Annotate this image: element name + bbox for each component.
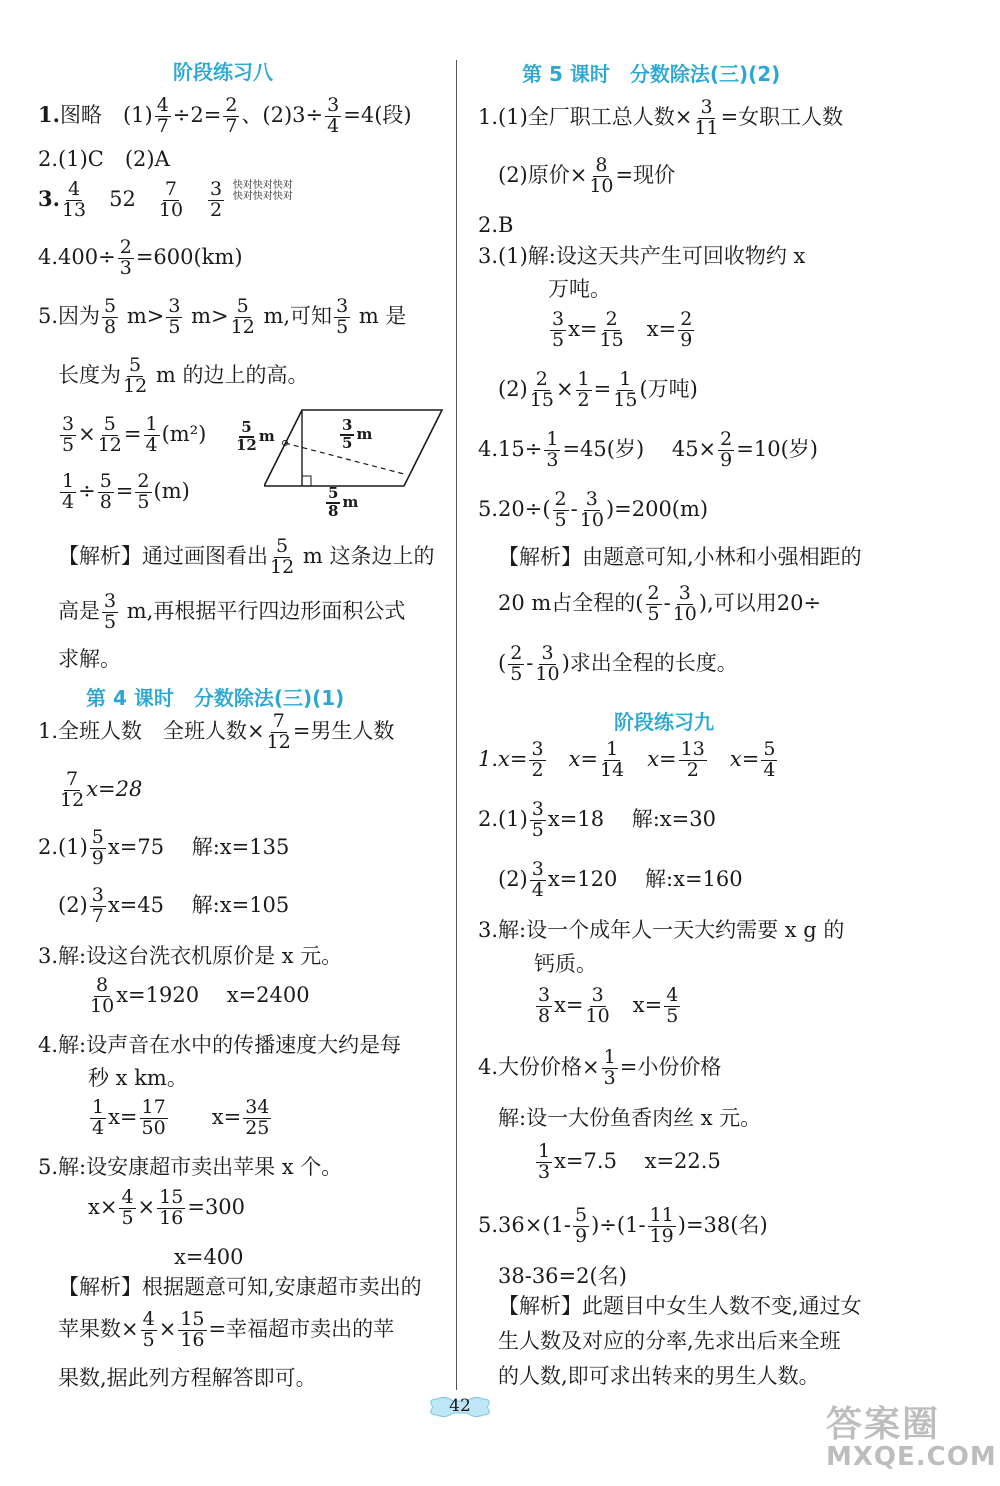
- l4-q2: 2.(1) $\frac{5}{9}$ x=75 解:x=135: [38, 826, 290, 869]
- l4-q5-eq: x× $\frac{4}{5}$ × $\frac{15}{16}$ =300: [88, 1186, 246, 1229]
- s9-q2b: (2) $\frac{3}{4}$ x=120 解:x=160: [498, 858, 743, 901]
- l5-q1b: (2)原价× $\frac{8}{10}$ =现价: [498, 154, 676, 197]
- s8-q5: 5.因为 $\frac{5}{8}$ m> $\frac{3}{5}$ m> $\frac{5}{12}$ m,可知 $\frac{3}{5}$ m 是: [38, 295, 407, 338]
- l4-q2b: (2) $\frac{3}{7}$ x=45 解:x=105: [58, 884, 290, 927]
- fraction: $\frac{3}{4}$: [531, 858, 544, 901]
- l5-q3: 3.(1)解:设这天共产生可回收物约 x: [478, 244, 806, 268]
- l5-analysis-line2: 20 m占全程的( $\frac{2}{5}$ - $\frac{3}{10}$ ),可以用20÷: [498, 582, 822, 625]
- s9-analysis: 【解析】此题目中女生人数不变,通过女: [498, 1294, 862, 1318]
- s8-q4: 4.400÷ $\frac{2}{3}$ =600(km): [38, 236, 243, 279]
- fraction: $\frac{3}{5}$: [552, 308, 565, 351]
- fraction: $\frac{5}{12}$: [97, 413, 122, 456]
- fraction: $\frac{1}{4}$: [92, 1096, 105, 1139]
- fraction: $\frac{2}{9}$: [720, 428, 733, 471]
- fraction: $\frac{2}{3}$: [119, 236, 132, 279]
- figure-label-diagonal: $\frac{3}{5}$ m: [342, 416, 373, 452]
- fraction: $\frac{5}{12}$: [123, 354, 148, 397]
- fraction: $\frac{3}{10}$: [672, 582, 697, 625]
- l4-q1: 1.全班人数 全班人数× $\frac{7}{12}$ =男生人数: [38, 710, 395, 753]
- page-number-badge: [425, 1393, 495, 1421]
- fraction: $\frac{3}{10}$: [579, 488, 604, 531]
- fraction: $\frac{1}{15}$: [613, 368, 638, 411]
- fraction: $\frac{2}{7}$: [225, 94, 238, 137]
- lesson5-title: 第 5 课时 分数除法(三)(2): [522, 62, 781, 86]
- fraction: $\frac{17}{50}$: [141, 1096, 166, 1139]
- fraction: $\frac{2}{5}$: [647, 582, 660, 625]
- s9-q3-eq: $\frac{3}{8}$ x= $\frac{3}{10}$ x= $\frac{4}{5}$: [538, 984, 679, 1027]
- l4-q3: 3.解:设这台洗衣机原价是 x 元。: [38, 944, 343, 968]
- fraction: $\frac{15}{16}$: [159, 1186, 184, 1229]
- l5-q3b: (2) $\frac{2}{15}$ × $\frac{1}{2}$ = $\frac{1}{15}$ (万吨): [498, 368, 698, 411]
- fraction: $\frac{4}{13}$: [61, 178, 87, 221]
- fraction: $\frac{3}{2}$: [531, 738, 544, 781]
- s9-q5-line2: 38-36=2(名): [498, 1264, 627, 1288]
- fraction: $\frac{2}{5}$: [137, 470, 150, 513]
- page-number: 42: [449, 1396, 471, 1416]
- fraction: $\frac{1}{3}$: [603, 1046, 616, 1089]
- l4-q4-line2: 秒 x km。: [88, 1066, 188, 1090]
- s9-q4-eq: $\frac{1}{3}$ x=7.5 x=22.5: [538, 1140, 721, 1183]
- fraction: $\frac{3}{5}$: [336, 295, 349, 338]
- l5-q5: 5.20÷( $\frac{2}{5}$ - $\frac{3}{10}$ )=200(m): [478, 488, 709, 531]
- s9-analysis-line2: 生人数及对应的分率,先求出后来全班: [498, 1329, 841, 1353]
- l4-q4: 4.解:设声音在水中的传播速度大约是每: [38, 1033, 402, 1057]
- s8-q1: 1.图略 (1) $\frac{4}{7}$ ÷2= $\frac{2}{7}$ 、(2)3÷ $\frac{3}{4}$ =4(段): [38, 94, 412, 137]
- l5-q4: 4.15÷ $\frac{1}{3}$ =45(岁) 45× $\frac{2}{9}$ =10(岁): [478, 428, 818, 471]
- fraction: $\frac{3}{5}$: [62, 413, 75, 456]
- l5-q2: 2.B: [478, 213, 514, 237]
- fraction: $\frac{3}{10}$: [535, 642, 560, 685]
- fraction: $\frac{4}{5}$: [142, 1308, 155, 1351]
- fraction: $\frac{3}{5}$: [531, 798, 544, 841]
- watermark-logo: 答案圈: [826, 1404, 941, 1445]
- fraction: $\frac{4}{7}$: [156, 94, 169, 137]
- s8-calc2: $\frac{1}{4}$ ÷ $\frac{5}{8}$ = $\frac{2}{5}$ (m): [62, 470, 190, 513]
- s8-calc1: $\frac{3}{5}$ × $\frac{5}{12}$ = $\frac{1}{4}$ (m²): [62, 413, 207, 456]
- fraction: $\frac{1}{4}$: [62, 470, 75, 513]
- fraction: $\frac{5}{4}$: [763, 738, 776, 781]
- fraction: $\frac{1}{2}$: [577, 368, 590, 411]
- s8-analysis: 【解析】通过画图看出 $\frac{5}{12}$ m 这条边上的: [58, 535, 435, 578]
- fraction: $\frac{1}{3}$: [546, 428, 559, 471]
- l4-analysis: 【解析】根据题意可知,安康超市卖出的: [58, 1275, 422, 1299]
- s9-q4-line2: 解:设一大份鱼香肉丝 x 元。: [498, 1106, 762, 1130]
- s8-analysis-line3: 求解。: [58, 647, 121, 671]
- l4-analysis-line2: 苹果数× $\frac{4}{5}$ × $\frac{15}{16}$ =幸福超市卖出的苹: [58, 1308, 395, 1351]
- l5-analysis-line3: ( $\frac{2}{5}$ - $\frac{3}{10}$ )求出全程的长度。: [498, 642, 738, 685]
- s9-q3-line2: 钙质。: [534, 952, 597, 976]
- fraction: $\frac{5}{8}$: [99, 470, 112, 513]
- l4-q4-eq: $\frac{1}{4}$ x= $\frac{17}{50}$ x= $\frac{34}{25}$: [92, 1096, 270, 1139]
- fraction: $\frac{13}{2}$: [680, 738, 705, 781]
- fraction: $\frac{2}{15}$: [599, 308, 624, 351]
- fraction: $\frac{7}{10}$: [158, 178, 184, 221]
- section-title-stage8: 阶段练习八: [173, 60, 273, 84]
- fraction: $\frac{4}{5}$: [666, 984, 679, 1027]
- l4-q1-eq: $\frac{7}{12}$ x=28: [60, 768, 143, 811]
- fraction: $\frac{4}{5}$: [121, 1186, 134, 1229]
- figure-label-side: $\frac{5}{12}$ m: [236, 418, 275, 454]
- fraction: $\frac{5}{9}$: [575, 1204, 588, 1247]
- l4-q5-result: x=400: [174, 1245, 244, 1269]
- fraction: $\frac{2}{9}$: [680, 308, 693, 351]
- l4-q5: 5.解:设安康超市卖出苹果 x 个。: [38, 1155, 343, 1179]
- fraction: $\frac{1}{14}$: [600, 738, 625, 781]
- fraction: $\frac{5}{9}$: [91, 826, 104, 869]
- fraction: $\frac{2}{5}$: [510, 642, 523, 685]
- s9-q2: 2.(1) $\frac{3}{5}$ x=18 解:x=30: [478, 798, 716, 841]
- fraction: $\frac{1}{3}$: [538, 1140, 551, 1183]
- fraction: $\frac{3}{5}$: [104, 590, 117, 633]
- s8-analysis-line2: 高是 $\frac{3}{5}$ m,再根据平行四边形面积公式: [58, 590, 406, 633]
- s9-q3: 3.解:设一个成年人一天大约需要 x g 的: [478, 918, 845, 942]
- fraction: $\frac{3}{11}$: [694, 96, 719, 139]
- s8-q5-line2: 长度为 $\frac{5}{12}$ m 的边上的高。: [58, 354, 309, 397]
- fraction: $\frac{1}{4}$: [145, 413, 158, 456]
- fraction: $\frac{2}{5}$: [554, 488, 567, 531]
- fraction: $\frac{5}{12}$: [230, 295, 255, 338]
- fraction: $\frac{5}{12}$: [270, 535, 295, 578]
- fraction: $\frac{15}{16}$: [180, 1308, 205, 1351]
- watermark-site: MXQE.COM: [826, 1442, 997, 1472]
- section-title-stage9: 阶段练习九: [614, 710, 714, 734]
- fraction: $\frac{3}{8}$: [538, 984, 551, 1027]
- fraction: $\frac{3}{10}$: [585, 984, 610, 1027]
- stamp-text: 快对快对快对 快对快对快对: [232, 180, 293, 202]
- fraction: $\frac{34}{25}$: [245, 1096, 270, 1139]
- fraction: $\frac{5}{8}$: [104, 295, 117, 338]
- s8-q3: 3. $\frac{4}{13}$ 52 $\frac{7}{10}$ $\frac{3}{2}$ 快对快对快对 快对快对快对: [38, 178, 293, 221]
- fraction: $\frac{5}{12}$: [236, 418, 257, 454]
- l5-q1: 1.(1)全厂职工总人数× $\frac{3}{11}$ =女职工人数: [478, 96, 844, 139]
- s8-q2: 2.(1)C (2)A: [38, 147, 170, 171]
- fraction: $\frac{7}{12}$: [60, 768, 85, 811]
- fraction: $\frac{8}{10}$: [90, 974, 115, 1017]
- column-divider: [456, 60, 457, 1390]
- l4-q3-eq: $\frac{8}{10}$ x=1920 x=2400: [90, 974, 310, 1017]
- s9-q5: 5.36×(1- $\frac{5}{9}$ )÷(1- $\frac{11}{19}$ )=38(名): [478, 1204, 768, 1247]
- fraction: $\frac{3}{5}$: [342, 416, 353, 452]
- l5-q3-eq: $\frac{3}{5}$ x= $\frac{2}{15}$ x= $\frac{2}{9}$: [552, 308, 693, 351]
- figure-label-base: $\frac{5}{8}$ m: [328, 484, 359, 520]
- fraction: $\frac{7}{12}$: [266, 710, 291, 753]
- l4-analysis-line3: 果数,据此列方程解答即可。: [58, 1366, 317, 1390]
- fraction: $\frac{3}{7}$: [91, 884, 104, 927]
- fraction: $\frac{3}{4}$: [327, 94, 340, 137]
- fraction: $\frac{11}{19}$: [649, 1204, 674, 1247]
- s9-analysis-line3: 的人数,即可求出转来的男生人数。: [498, 1364, 820, 1388]
- l5-q3-line2: 万吨。: [548, 277, 611, 301]
- fraction: $\frac{5}{8}$: [328, 484, 339, 520]
- fraction: $\frac{2}{15}$: [529, 368, 554, 411]
- s9-q1: 1.x= $\frac{3}{2}$ x= $\frac{1}{14}$ x= $\frac{13}{2}$ x= $\frac{5}{4}$: [478, 738, 776, 781]
- l5-analysis: 【解析】由题意可知,小林和小强相距的: [498, 545, 862, 569]
- lesson4-title: 第 4 课时 分数除法(三)(1): [86, 686, 345, 710]
- fraction: $\frac{3}{5}$: [168, 295, 181, 338]
- s9-q4: 4.大份价格× $\frac{1}{3}$ =小份价格: [478, 1046, 722, 1089]
- fraction: $\frac{3}{2}$: [210, 178, 223, 221]
- fraction: $\frac{8}{10}$: [589, 154, 614, 197]
